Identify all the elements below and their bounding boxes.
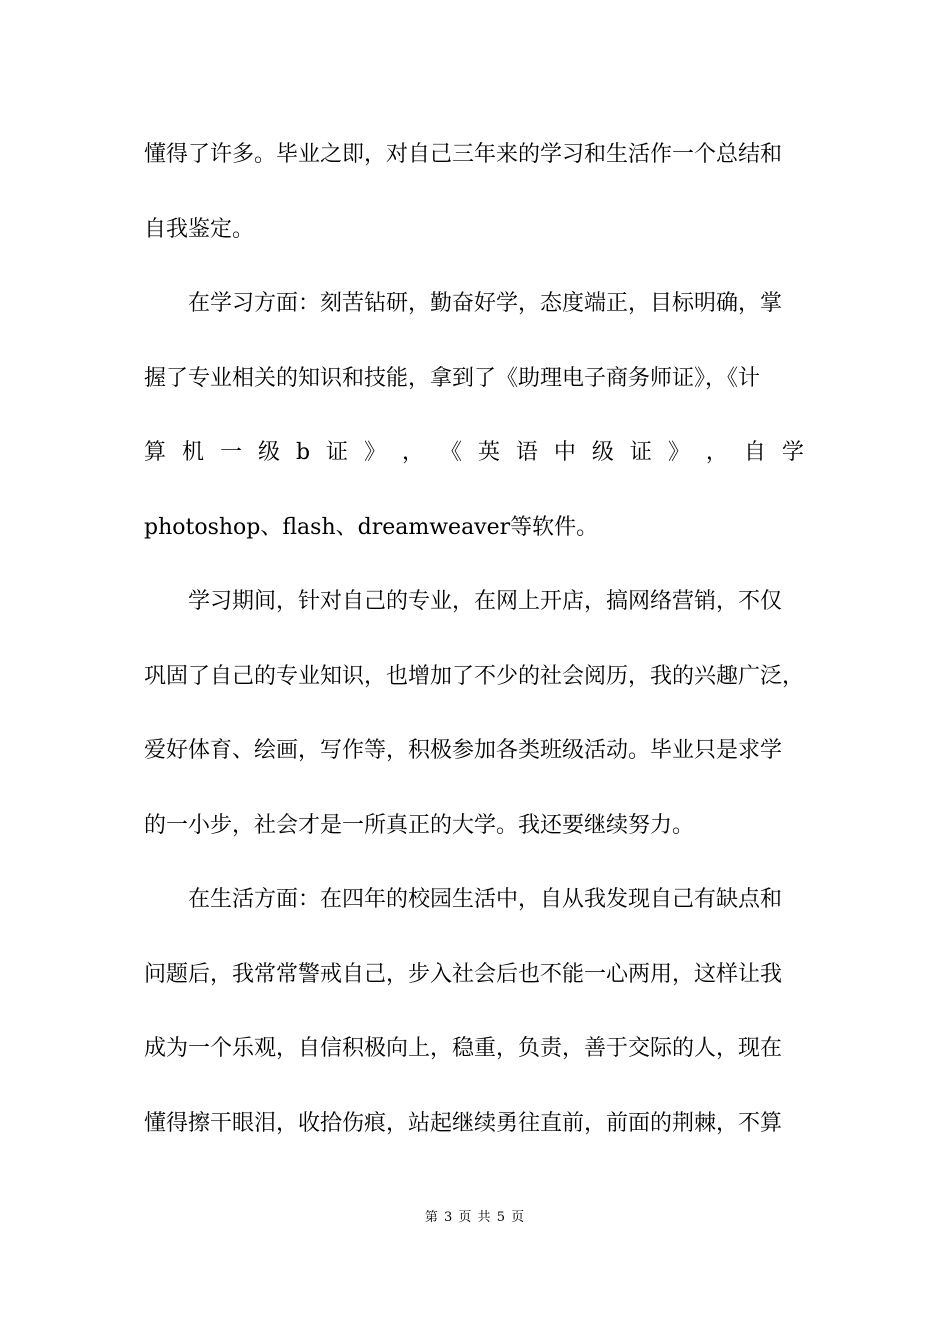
text-line: 巩固了自己的专业知识，也增加了不少的社会阅历，我的兴趣广泛，	[144, 664, 805, 689]
char: ，	[401, 440, 424, 465]
text-line: 懂得了许多。毕业之即，对自己三年来的学习和生活作一个总结和	[144, 142, 783, 167]
text-line: 懂得擦干眼泪，收拾伤痕，站起继续勇往直前，前面的荆棘，不算	[144, 1111, 783, 1136]
char: 证	[326, 440, 349, 465]
char: 级	[257, 440, 280, 465]
page-number-footer: 第 3 页 共 5 页	[424, 1210, 526, 1225]
char: 证	[629, 440, 652, 465]
text-line: 握了专业相关的知识和技能，拿到了《助理电子商务师证》，《计	[144, 366, 761, 391]
char: 英	[477, 440, 500, 465]
char: b	[295, 440, 311, 465]
text-line: 的一小步，社会才是一所真正的大学。我还要继续努力。	[144, 813, 695, 838]
char: 语	[515, 440, 538, 465]
char: 学	[781, 440, 804, 465]
text-line: photoshop、flash、dreamweaver等软件。	[144, 515, 599, 540]
text-line: 问题后，我常常警戒自己，步入社会后也不能一心两用，这样让我	[144, 962, 783, 987]
text-line: 爱好体育、绘画，写作等，积极参加各类班级活动。毕业只是求学	[144, 738, 783, 763]
char: ，	[705, 440, 728, 465]
paragraph-line: 学习期间，针对自己的专业，在网上开店，搞网络营销，不仅	[188, 589, 783, 614]
char: 自	[743, 440, 766, 465]
text-line: 成为一个乐观，自信积极向上，稳重，负责，善于交际的人，现在	[144, 1036, 783, 1061]
char: 算	[144, 440, 167, 465]
char: 一	[219, 440, 242, 465]
char: 中	[553, 440, 576, 465]
paragraph-line: 在生活方面：在四年的校园生活中，自从我发现自己有缺点和	[188, 887, 783, 912]
justified-line	[144, 438, 804, 468]
text-line: 自我鉴定。	[144, 217, 255, 242]
char: 》	[667, 440, 690, 465]
char: 级	[591, 440, 614, 465]
char: 机	[181, 440, 204, 465]
char: 《	[439, 440, 462, 465]
char: 》	[363, 440, 386, 465]
paragraph-line: 在学习方面：刻苦钻研，勤奋好学，态度端正，目标明确，掌	[188, 291, 783, 316]
